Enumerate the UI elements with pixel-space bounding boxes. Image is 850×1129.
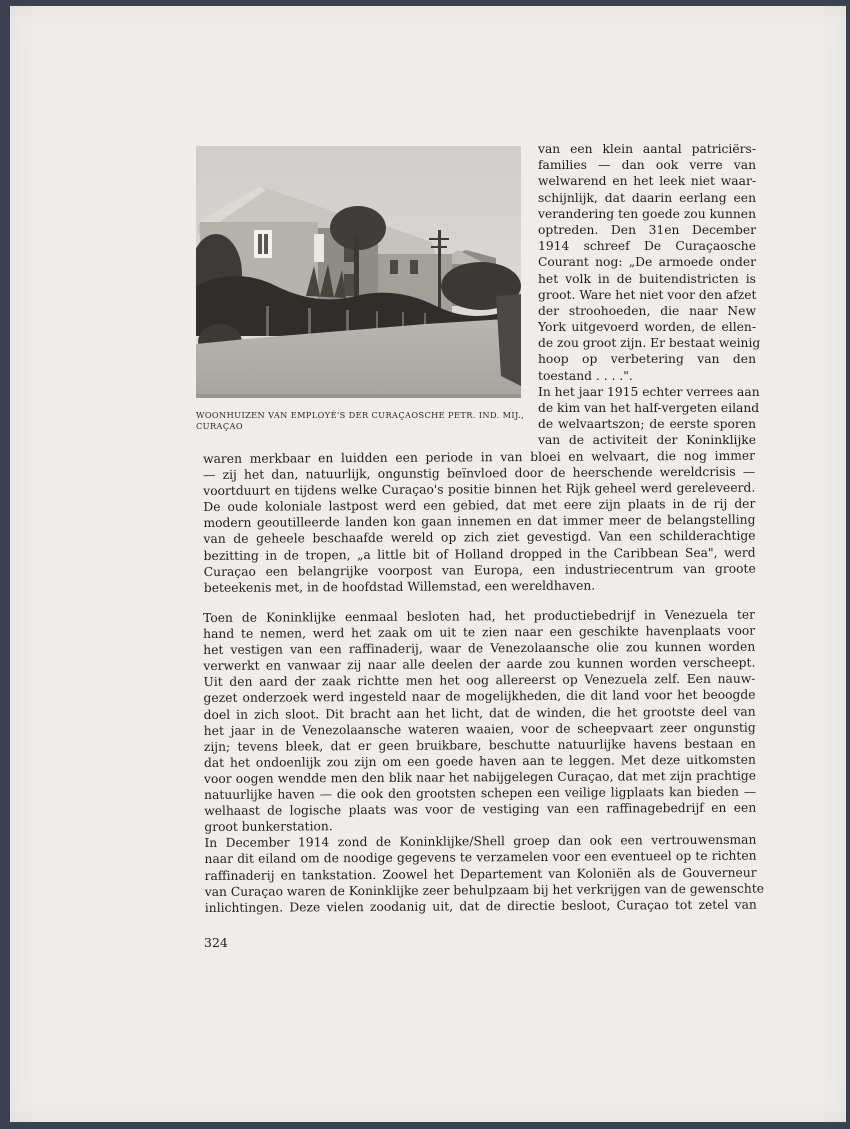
text-line: groot bunkerstation. — [204, 819, 333, 835]
text-line: voortduurt en tijdens welke Curaçao's positie binnen het Rijk geheel werd gereleveerd. — [203, 480, 756, 499]
text-line: Uit den aard der zaak richtte men het oog allereerst op Venezuela zelf. Een nauw- — [203, 672, 756, 690]
text-line: modern geoutilleerde landen kon gaan innemen en dat immer meer de belangstelling — [203, 513, 756, 531]
text-line: York uitgevoerd worden, de ellen- — [538, 320, 756, 335]
text-line: van Curaçao waren de Koninklijke zeer behulpzaam bij het verkrijgen van de gewenschte — [204, 881, 765, 899]
text-line: de kim van het half-vergeten eiland — [538, 401, 760, 415]
houses-photograph — [196, 146, 521, 398]
text-line: zijn; tevens bleek, dat er geen bruikbare, beschutte natuurlijke havens bestaan en — [203, 736, 756, 754]
text-line: waren merkbaar en luidden een periode in van bloei en welvaart, die nog immer — [203, 448, 756, 466]
text-line: schijnlijk, dat daarin eerlang een — [538, 190, 756, 205]
text-line: welwarend en het leek niet waar- — [538, 174, 756, 189]
text-line: hoop op verbetering van den — [538, 352, 756, 367]
text-line: naar dit eiland om de noodige gegevens te verzamelen voor een eventueel op te richten — [204, 849, 757, 867]
text-line: Toen de Koninklijke eenmaal besloten had, het productiebedrijf in Venezuela ter — [203, 607, 756, 625]
text-line: het volk in de buitendistricten is — [538, 271, 756, 286]
text-line: het jaar in de Venezolaansche wateren waaien, voor de scheepvaart zeer ongunstig — [203, 720, 756, 738]
text-line: groot. Ware het niet voor den afzet — [538, 287, 757, 302]
text-line: van de activiteit der Koninklijke — [538, 433, 756, 448]
paragraph-2 — [203, 607, 765, 916]
text-line: de welvaartszon; de eerste sporen — [538, 417, 756, 432]
photo-caption — [196, 410, 536, 432]
text-line: De oude koloniale lastpost werd een gebied, dat met eere zijn plaats in de rij der — [203, 496, 756, 515]
caption-line: WOONHUIZEN VAN EMPLOYÉ'S DER CURAÇAOSCHE PETR. IND. MIJ., — [196, 410, 525, 420]
text-line: inlichtingen. Deze vielen zoodanig uit, dat de directie besloot, Curaçao tot zetel van — [204, 897, 757, 915]
text-line: beteekenis met, in de hoofdstad Willemstad, een wereldhaven. — [203, 578, 596, 595]
text-line: families — dan ook verre van — [538, 158, 756, 173]
text-line: — zij het dan, natuurlijk, ongunstig beïnvloed door de heerschende wereldcrisis — — [203, 464, 756, 483]
text-line: het vestigen van een raffinaderij, waar de Venezolaansche olie zou kunnen worden — [203, 639, 756, 658]
text-line: raffinaderij en tankstation. Zoowel het Departement van Koloniën als de Gouverneur — [204, 865, 757, 883]
page-number: 324 — [204, 935, 228, 950]
text-line: natuurlijke haven — die ook den grootsten schepen een veilige ligplaats kan bieden — — [204, 784, 757, 803]
text-line: 1914 schreef De Curaçaosche — [538, 239, 756, 254]
text-line: Curaçao een belangrijke voorpost van Europa, een industriecentrum van groote — [203, 561, 756, 579]
paragraph-1 — [203, 448, 756, 596]
text-line: verwerkt en vanwaar zij naar alle deelen der aarde zou kunnen worden verscheept. — [203, 655, 756, 674]
text-line: toestand . . . .". — [538, 368, 633, 383]
text-line: gezet onderzoek werd ingesteld naar de mogelijkheden, die dit land voor het beoogde — [203, 688, 756, 706]
text-line: der stroohoeden, die naar New — [538, 303, 756, 318]
text-line: van de geheele beschaafde wereld op zich ziet gevestigd. Van een schilderachtige — [203, 529, 756, 547]
text-line: bezitting in de tropen, „a little bit of Holland dropped in the Caribbean Sea", werd — [203, 545, 756, 563]
text-line: In het jaar 1915 echter verrees aan — [538, 384, 760, 399]
text-line: verandering ten goede zou kunnen — [538, 206, 756, 221]
text-line: Courant nog: „De armoede onder — [538, 255, 756, 270]
caption-line: CURAÇAO — [196, 421, 243, 431]
text-line: welhaast de logische plaats was voor de vestiging van een raffinagebedrijf en een — [204, 800, 757, 819]
text-line: hand te nemen, werd het zaak om uit te zien naar een geschikte havenplaats voor — [203, 623, 756, 642]
text-line: In December 1914 zond de Koninklijke/Shell groep dan ook een vertrouwensman — [204, 832, 757, 851]
side-text-column — [538, 141, 761, 449]
text-line: voor oogen wendde men den blik naar het nabijgelegen Curaçao, dat met zijn prachtige — [203, 768, 757, 786]
text-line: van een klein aantal patriciërs- — [538, 142, 756, 156]
text-line: dat het ondoenlijk zou zijn om een goede haven aan te leggen. Met deze uitkomsten — [203, 752, 756, 770]
text-line: optreden. Den 31en December — [538, 222, 756, 237]
text-line: de zou groot zijn. Er bestaat weinig — [538, 336, 761, 351]
text-line: doel in zich sloot. Dit bracht aan het licht, dat de winden, die het grootste deel van — [203, 704, 756, 722]
